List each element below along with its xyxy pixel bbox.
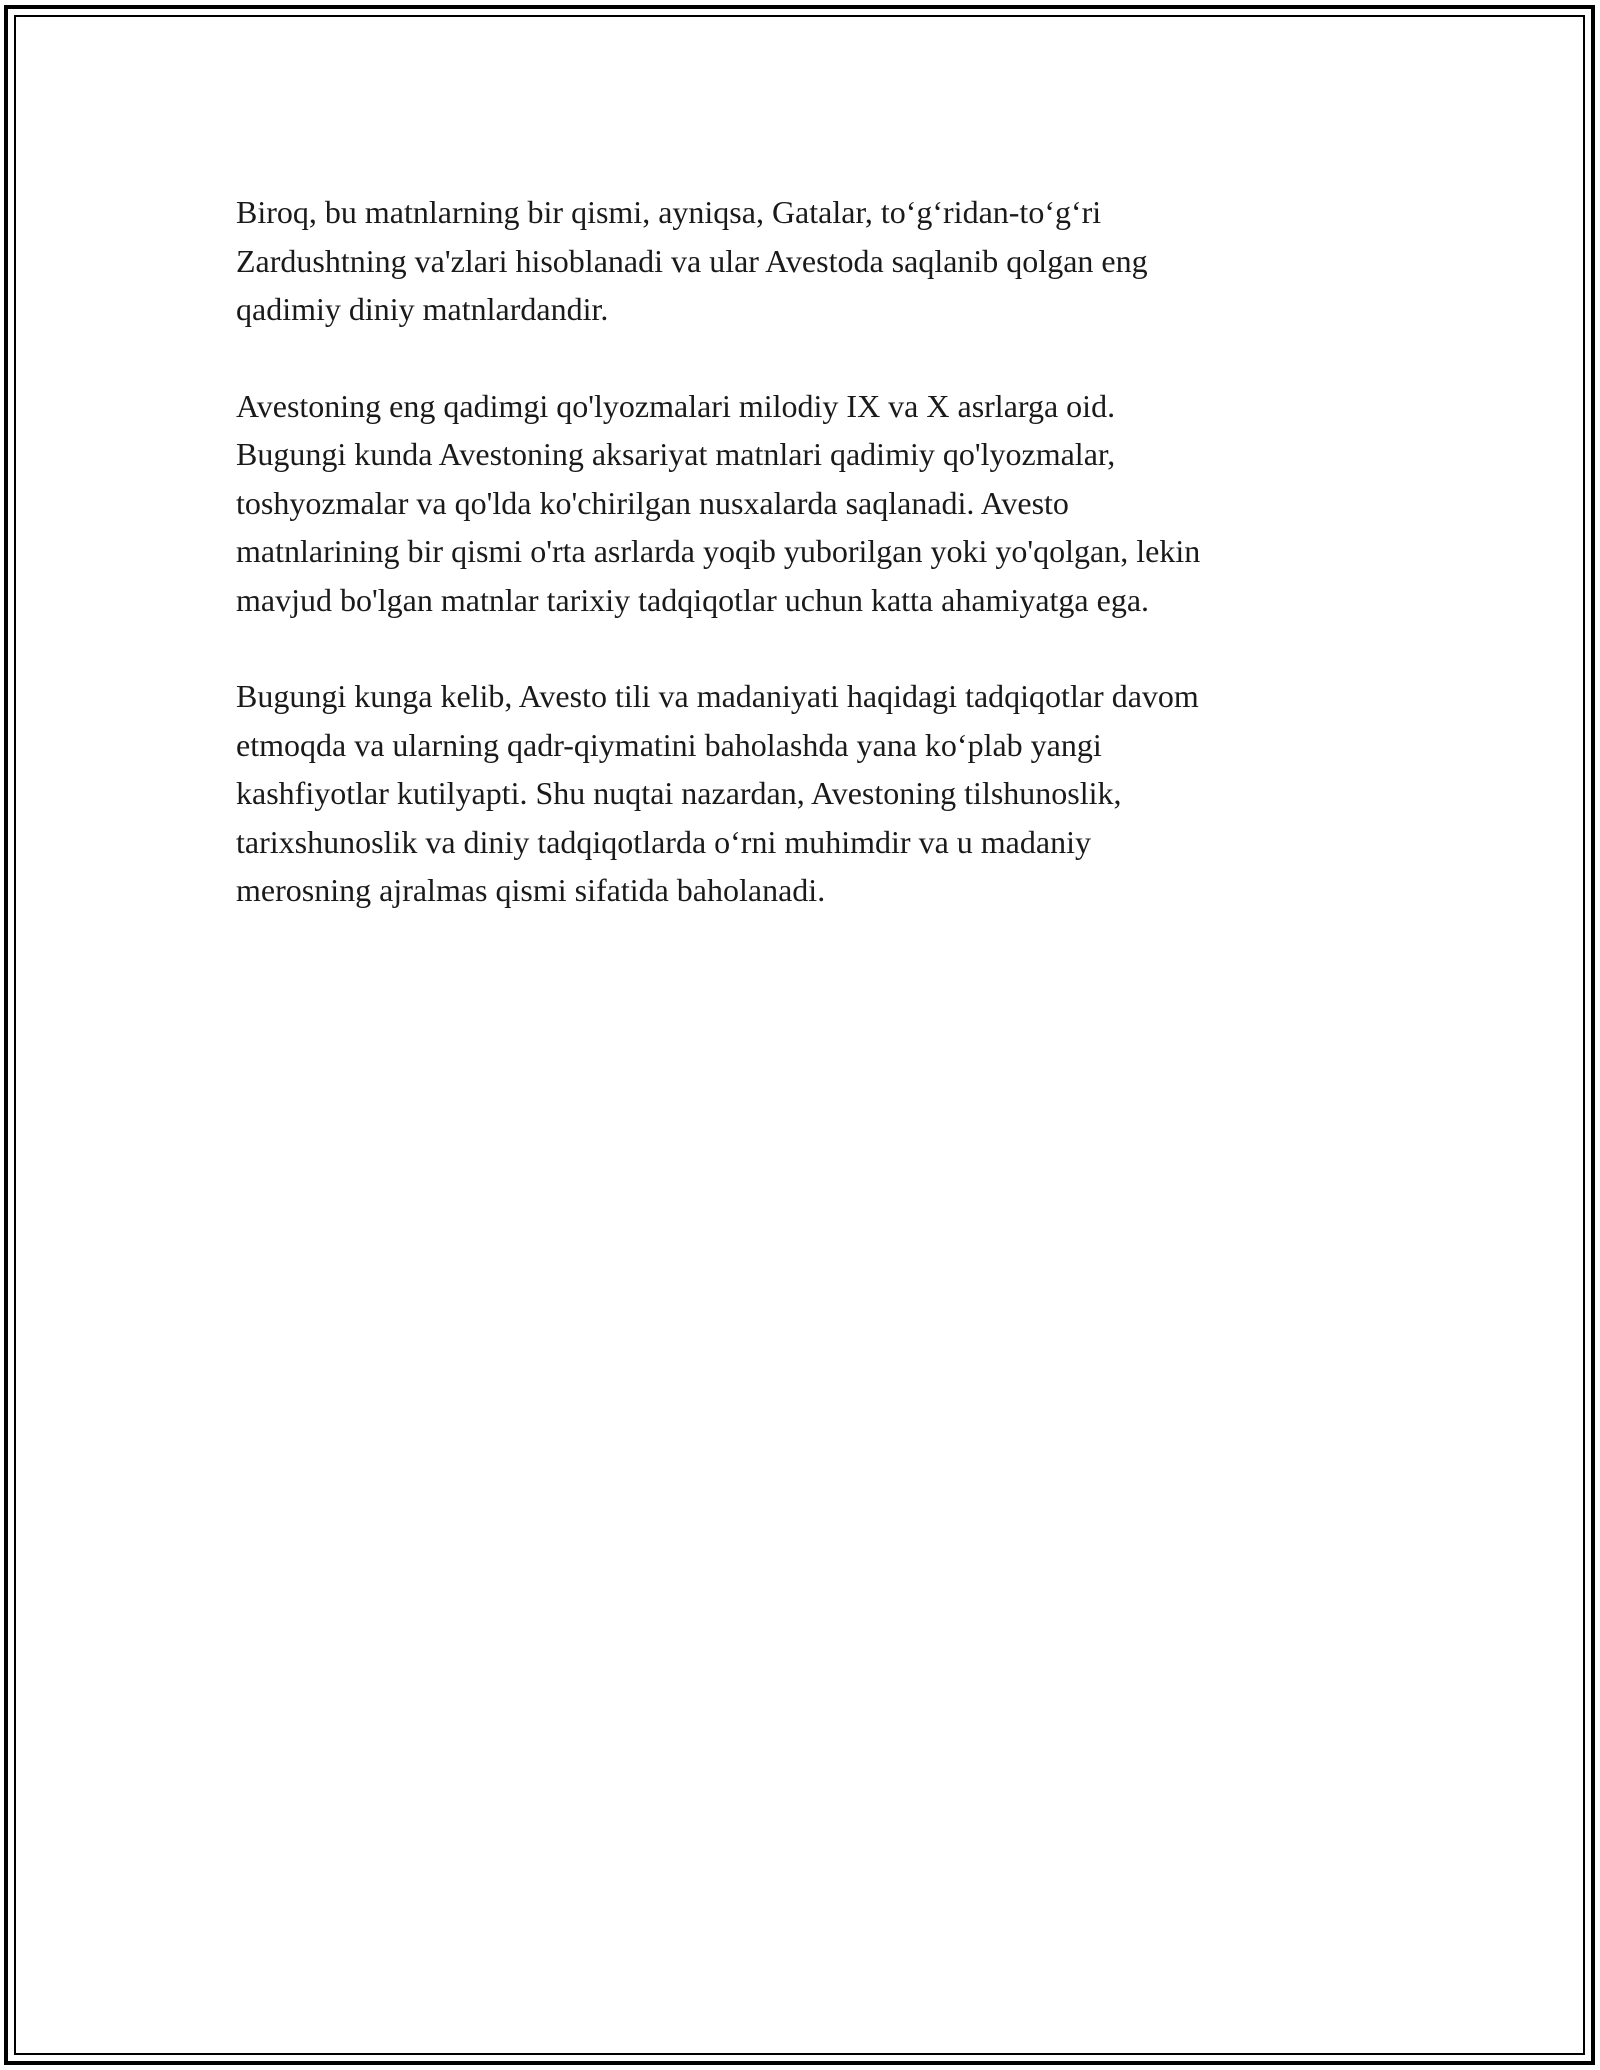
paragraph-2: Avestoning eng qadimgi qo'lyozmalari milodiy IX va X asrlarga oid. Bugungi kunda Avestoning aksariyat matnlari qadimiy qo'lyozmalar, toshyozmalar va qo'lda ko'chirilgan nusxalarda saqlanadi. Avesto matnlarining bir qismi o'rta asrlarda yoqib yuborilgan yoki yo'qolgan, lekin mavjud bo'lgan matnlar tarixiy tadqiqotlar uchun katta ahamiyatga ega. bbox=[236, 387, 1201, 618]
paragraph-3: Bugungi kunga kelib, Avesto tili va madaniyati haqidagi tadqiqotlar davom etmoqda va ularning qadr-qiymatini baholashda yana ko‘plab yangi kashfiyotlar kutilyapti. Shu nuqtai nazardan, Avestoning tilshunoslik, tarixshunoslik va diniy tadqiqotlarda o‘rni muhimdir va u madaniy merosning ajralmas qismi sifatida baholanadi. bbox=[236, 678, 1199, 908]
document-body bbox=[236, 188, 1376, 963]
paragraph-1: Biroq, bu matnlarning bir qismi, ayniqsa, Gatalar, to‘g‘ridan-to‘g‘ri Zardushtning va'zlari hisoblanadi va ular Avestoda saqlanib qolgan eng qadimiy diniy matnlardandir. bbox=[236, 194, 1148, 327]
